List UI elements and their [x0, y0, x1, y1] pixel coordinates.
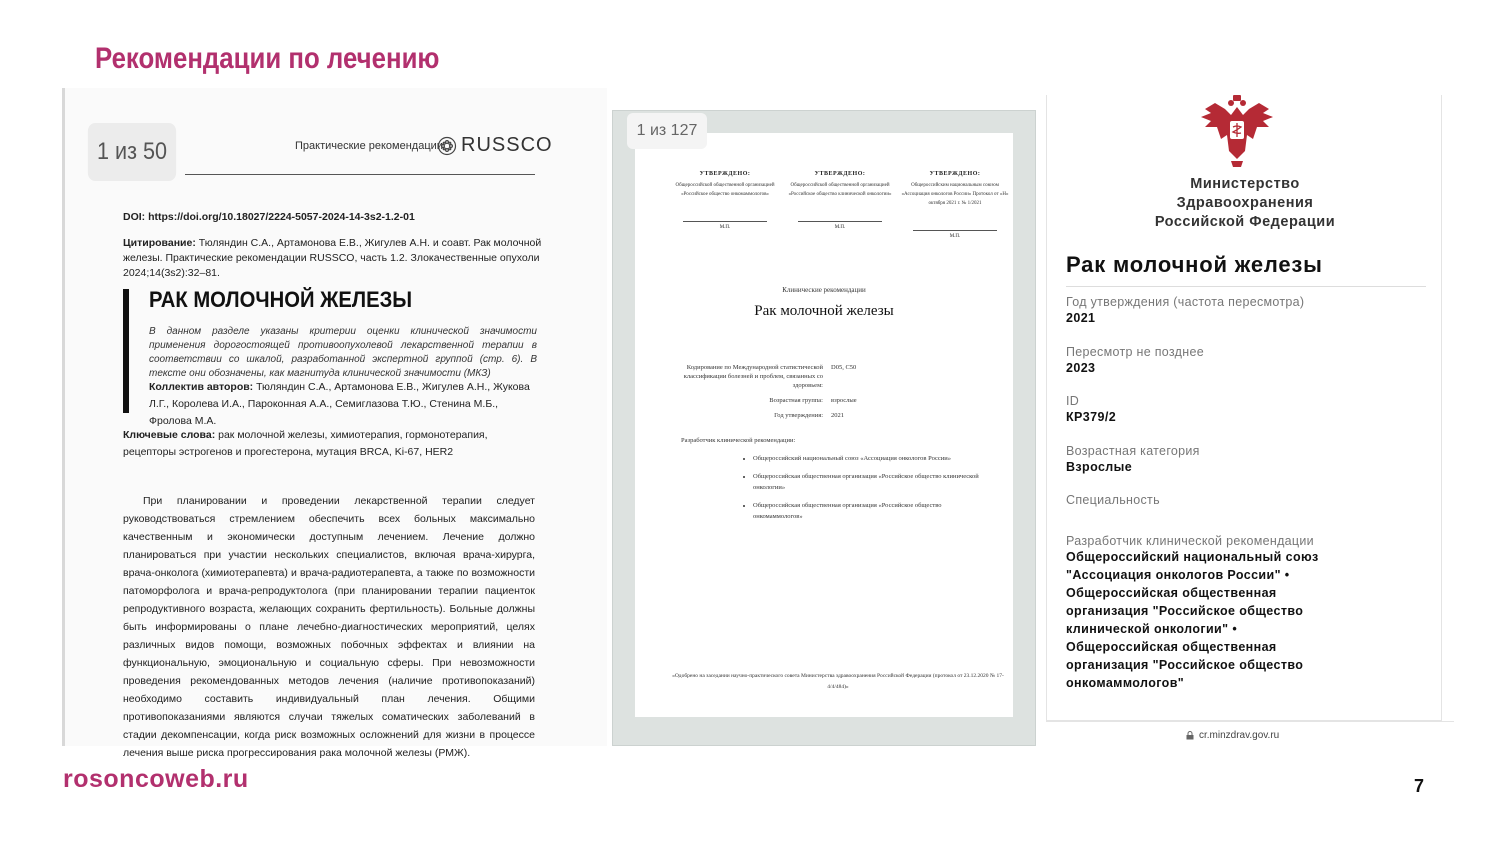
- ministry-name: Министерство Здравоохранения Российской Федерации: [1154, 176, 1336, 230]
- field-label: Год утверждения (частота пересмотра): [1066, 295, 1305, 309]
- authors-text: Тюляндин С.А., Артамонова Е.В., Жигулев А.Н., Жукова Л.Г., Королева И.А., Пароконная А.А., Семиглазова Т.Ю., Стенина М.Б., Фролова М.А.: [149, 381, 530, 427]
- lock-icon: [1186, 731, 1194, 740]
- field-age-category: [1066, 444, 1436, 476]
- russco-logo: [437, 134, 553, 157]
- slide-page-number: 7: [1414, 776, 1425, 796]
- russco-emblem-icon: [437, 136, 457, 156]
- guideline-properties: [657, 363, 997, 426]
- logo-text: RUSSCO: [461, 134, 553, 156]
- approval-footnote: «Одобрено на заседании научно-практического совета Министерства здравоохранения Российской Федерации (протокол от 23.12.2020 № 17-4/4/484)»: [672, 673, 1004, 690]
- field-label: Разработчик клинической рекомендации: [1066, 534, 1314, 548]
- field-approval-year: [1066, 295, 1436, 327]
- field-label: Пересмотр не позднее: [1066, 345, 1204, 359]
- heading-accent-bar: [123, 289, 129, 413]
- approval-block: УТВЕРЖДЕНО: Общероссийской общественной организацией «Российское общество клинической онкологии» М.П.: [788, 171, 892, 230]
- header-divider: [185, 174, 535, 175]
- doc-header-text: Практические рекомендации: [295, 140, 443, 152]
- approvals: [669, 171, 1011, 239]
- approval-block: УТВЕРЖДЕНО: Общероссийским национальным союзом «Ассоциация онкологов России» Протокол от «Н» октября 2021 г. № 1/2021 М.П.: [901, 171, 1009, 239]
- title-divider: [1066, 286, 1426, 287]
- developer-line: Общероссийская общественная: [1066, 586, 1277, 600]
- keywords: [123, 427, 538, 461]
- page-counter: 1 из 127: [627, 113, 707, 149]
- citation-label: Цитирование:: [123, 237, 196, 249]
- doc-intro: В данном разделе указаны критерии оценки клинической значимости применения дорогостоящей противоопухолевой лекарственной терапии в соответствии со шкалой, разработанной экспертной группой (стр. 6). В тексте они обозначены, как магнитуда клинической значимости (МКЗ): [149, 326, 537, 379]
- url-text: cr.minzdrav.gov.ru: [1199, 730, 1280, 741]
- developer-line: Общероссийская общественная: [1066, 640, 1277, 654]
- developer-list: [753, 453, 991, 529]
- authors-label: Коллектив авторов:: [149, 381, 254, 393]
- list-item: • Общероссийский национальный союз «Ассоциация онкологов России»: [753, 453, 991, 464]
- field-label: ID: [1066, 394, 1080, 408]
- field-value: 2023: [1066, 361, 1096, 375]
- field-revision: [1066, 345, 1436, 377]
- site-url[interactable]: [1186, 730, 1279, 741]
- developer-line: "Ассоциация онкологов России" •: [1066, 568, 1290, 582]
- citation-text: Тюляндин С.А., Артамонова Е.В., Жигулев А.Н. и соавт. Рак молочной железы. Практические рекомендации RUSSCO, часть 1.2. Злокачественные опухоли 2024;14(3s2):32–81.: [123, 237, 542, 279]
- developer-line: организация "Российское общество: [1066, 604, 1304, 618]
- keywords-text: рак молочной железы, химиотерапия, гормонотерапия, рецепторы эстрогенов и прогестерона, мутация BRCA, Ki-67, HER2: [123, 429, 488, 458]
- russco-document-panel[interactable]: [62, 88, 607, 759]
- footer-site-link[interactable]: rosoncoweb.ru: [63, 765, 249, 793]
- slide-title: Рекомендации по лечению: [95, 42, 440, 75]
- field-developer: [1066, 534, 1436, 692]
- field-label: Возрастная категория: [1066, 444, 1200, 458]
- field-value: 2021: [1066, 311, 1096, 325]
- clinical-guideline-panel[interactable]: [612, 110, 1036, 746]
- citation: [123, 236, 543, 281]
- developer-line: клинической онкологии" •: [1066, 622, 1238, 636]
- property-row: Кодирование по Международной статистической классификации болезней и проблем, связанных со здоровьем: D05, C50: [683, 364, 857, 389]
- guideline-title: Рак молочной железы: [754, 303, 894, 319]
- doc-heading: РАК МОЛОЧНОЙ ЖЕЛЕЗЫ: [149, 287, 413, 312]
- property-row: Возрастная группа: взрослые: [769, 397, 857, 404]
- page-counter: 1 из 50: [88, 123, 176, 181]
- field-value: Взрослые: [1066, 460, 1133, 474]
- developer-line: организация "Российское общество: [1066, 658, 1304, 672]
- developer-line: онкомаммологов": [1066, 676, 1185, 690]
- minzdrav-card-panel[interactable]: [1046, 95, 1442, 721]
- guideline-title: Рак молочной железы: [1066, 252, 1323, 277]
- list-item: • Общероссийская общественная организация «Российское общество онкомаммологов»: [753, 500, 991, 522]
- keywords-label: Ключевые слова:: [123, 429, 216, 441]
- coat-of-arms-icon: [1197, 95, 1277, 169]
- developer-line: Общероссийский национальный союз: [1066, 550, 1319, 564]
- field-value: КР379/2: [1066, 410, 1117, 424]
- approval-block: УТВЕРЖДЕНО: Общероссийской общественной организацией «Российское общество онкомаммологов» М.П.: [675, 171, 775, 230]
- field-specialty: [1066, 493, 1436, 507]
- property-row: Год утверждения: 2021: [774, 412, 844, 419]
- authors: [149, 379, 539, 430]
- field-label: Специальность: [1066, 493, 1160, 507]
- doi-text: DOI: https://doi.org/10.18027/2224-5057-2024-14-3s2-1.2-01: [123, 211, 415, 223]
- field-id: [1066, 394, 1436, 426]
- list-item: • Общероссийская общественная организация «Российское общество клинической онкологии»: [753, 471, 991, 493]
- developer-label: Разработчик клинической рекомендации:: [681, 437, 796, 444]
- guideline-label: Клинические рекомендации: [782, 286, 866, 294]
- doc-body-text: При планировании и проведении лекарственной терапии следует руководствоваться стремлением обеспечить всех больных максимально качественным и экономически доступным лечением. Лечение должно планироваться при участии нескольких специалистов, включая врача-хирурга, врача-онколога (химиотерапевта) и врача-радиотерапевта, а также по возможности патоморфолога и врача-репродуктолога (при планировании терапии пациенток репродуктивного возраста, желающих сохранить фертильность). Больные должны быть информированы о плане лечебно-диагностических мероприятий, целях различных видов помощи, возможных побочных эффектах и влиянии на функциональную, эмоциональную и социальную сферы. При невозможности проведения рекомендованных методов лечения (наличие противопоказаний) необходимо составить индивидуальный план лечения. Общими противопоказаниями являются случаи тяжелых соматических заболеваний в стадии декомпенсации, когда риск возможных осложнений для жизни в процессе лечения выше риска прогрессирования рака молочной железы (РМЖ).: [123, 495, 535, 759]
